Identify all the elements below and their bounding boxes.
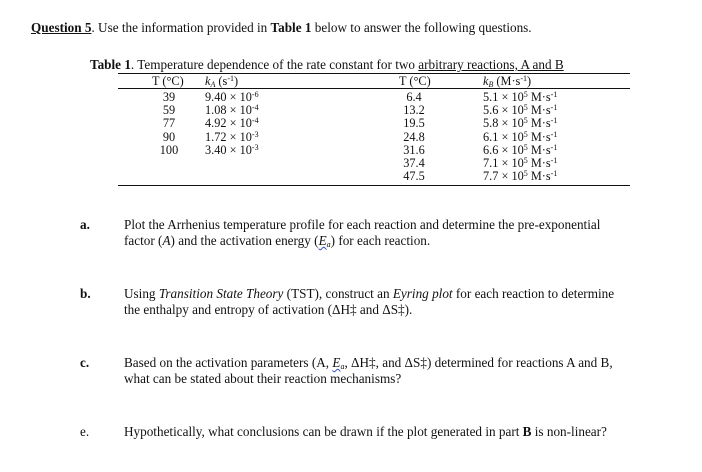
- header-rate-b-exp: -1: [520, 74, 528, 83]
- temp-a-value: 59: [162, 103, 176, 118]
- rate-a-exponent: -3: [251, 129, 259, 139]
- rate-b-unit-exponent: -1: [550, 129, 558, 139]
- rate-a-exponent: -6: [251, 90, 259, 99]
- term-eyring-plot: Eyring plot: [392, 286, 453, 301]
- question-a-marker: a.: [80, 217, 90, 232]
- header-rate-a: [205, 74, 238, 89]
- temp-b-value: 6.4: [406, 90, 422, 104]
- header-rate-b: [483, 74, 531, 89]
- header-rate-a-sub: A: [210, 80, 216, 89]
- rate-b-unit-exponent: -1: [550, 103, 558, 113]
- question-e-line-1: [124, 424, 684, 440]
- temp-a-value: 100: [159, 142, 179, 157]
- question-b-line-1-post: for each reaction to determine: [452, 286, 615, 301]
- temp-a-value: 90: [162, 129, 176, 144]
- rate-b-unit-exponent: -1: [550, 90, 558, 99]
- temp-b-cell: [397, 170, 431, 183]
- rate-b-unit: M·s: [527, 155, 551, 170]
- rate-b-unit: M·s: [527, 129, 551, 144]
- temp-b-value: 24.8: [403, 129, 425, 144]
- rate-b-exponent: 5: [523, 142, 528, 152]
- header-rate-a-exp: -1: [227, 74, 234, 83]
- table-top-rule: [118, 73, 630, 74]
- rate-b-exponent: 5: [523, 169, 528, 179]
- rate-b-mantissa: 6.1 × 10: [483, 129, 524, 144]
- rate-b-unit-exponent: -1: [550, 155, 558, 165]
- rate-b-cell: [483, 170, 557, 183]
- symbol-ea-c-sub: a: [340, 362, 345, 371]
- rate-b-unit: M·s: [527, 103, 551, 118]
- column-temp-b: [397, 91, 431, 183]
- rate-a-exponent: -4: [251, 103, 259, 113]
- temp-b-value: 19.5: [403, 116, 425, 131]
- question-c-line-1-post: , ΔH‡, and ΔS‡) determined for reactions A and B,: [344, 355, 613, 370]
- rate-b-unit: M·s: [527, 90, 551, 104]
- temp-b-value: 47.5: [403, 169, 425, 184]
- question-e-line-1-post: is non-linear?: [531, 424, 607, 439]
- question-c-text: [124, 355, 684, 387]
- rate-a-mantissa: 1.08 × 10: [205, 103, 252, 118]
- question-c-marker: c.: [80, 355, 90, 370]
- rate-a-mantissa: 3.40 × 10: [205, 142, 252, 157]
- question-a-line-1: Plot the Arrhenius temperature profile for each reaction and determine the pre-exponential: [124, 217, 601, 232]
- rate-b-mantissa: 5.6 × 10: [483, 103, 524, 118]
- header-rate-a-unit: (s: [215, 74, 228, 88]
- question-b-line-1-pre: Using: [124, 286, 159, 301]
- rate-b-exponent: 5: [523, 116, 528, 126]
- part-reference: B: [522, 424, 532, 439]
- rate-b-exponent: 5: [523, 90, 528, 99]
- rate-b-exponent: 5: [523, 129, 528, 139]
- rate-b-unit: M·s: [527, 142, 551, 157]
- temp-a-cell: [152, 144, 186, 157]
- rate-b-unit-exponent: -1: [550, 169, 558, 179]
- column-temp-a: [152, 91, 186, 157]
- symbol-ea-c: [332, 355, 344, 370]
- column-rate-a: [205, 91, 259, 157]
- question-label: Question 5: [31, 20, 92, 35]
- question-c-line-1: [124, 355, 684, 371]
- table-header-rule: [118, 88, 630, 89]
- rate-b-unit-exponent: -1: [550, 142, 558, 152]
- rate-b-exponent: 5: [523, 103, 528, 113]
- question-e-marker: e.: [80, 424, 90, 439]
- temp-a-value: 77: [162, 116, 176, 131]
- question-b-marker: b.: [80, 286, 91, 301]
- question-e-text: [124, 424, 684, 440]
- temp-b-value: 13.2: [403, 103, 425, 118]
- question-c-line-2: what can be stated about their reaction mechanisms?: [124, 371, 402, 386]
- question-a-line-2-pre: factor (: [124, 233, 163, 248]
- symbol-ea-c-letter: E: [332, 355, 341, 370]
- rate-b-mantissa: 5.1 × 10: [483, 90, 524, 104]
- question-a-text: [124, 217, 684, 249]
- temp-a-value: 39: [162, 90, 176, 104]
- header-rate-b-unit: (M·s: [493, 74, 521, 88]
- rate-b-exponent: 5: [523, 155, 528, 165]
- table-caption-text: . Temperature dependence of the rate constant for two: [130, 57, 419, 72]
- rate-b-mantissa: 6.6 × 10: [483, 142, 524, 157]
- question-b-text: [124, 286, 684, 318]
- table-caption: [90, 57, 564, 73]
- rate-b-unit: M·s: [527, 169, 551, 184]
- rate-a-exponent: -3: [251, 142, 259, 152]
- question-b-line-1-mid: (TST), construct an: [283, 286, 393, 301]
- table-reference: Table 1: [270, 20, 312, 35]
- temp-b-value: 37.4: [403, 155, 425, 170]
- symbol-a: A: [162, 233, 171, 248]
- question-a-line-2-post: ) for each reaction.: [330, 233, 431, 248]
- rate-b-mantissa: 7.1 × 10: [483, 155, 524, 170]
- symbol-ea-sub: a: [326, 240, 331, 249]
- rate-a-mantissa: 4.92 × 10: [205, 116, 252, 131]
- question-b-line-2: the enthalpy and entropy of activation (ΔH‡ and ΔS‡).: [124, 302, 413, 317]
- symbol-ea-letter: E: [318, 233, 327, 248]
- header-rate-b-close: ): [527, 74, 532, 88]
- column-rate-b: [483, 91, 557, 183]
- symbol-ea: [319, 233, 331, 248]
- heading-text: . Use the information provided in: [91, 20, 271, 35]
- rate-b-mantissa: 7.7 × 10: [483, 169, 524, 184]
- rate-a-mantissa: 1.72 × 10: [205, 129, 252, 144]
- question-e-line-1-pre: Hypothetically, what conclusions can be drawn if the plot generated in part: [124, 424, 523, 439]
- header-rate-b-symbol: k: [483, 74, 489, 88]
- rate-b-mantissa: 5.8 × 10: [483, 116, 524, 131]
- rate-b-unit: M·s: [527, 116, 551, 131]
- temp-b-value: 31.6: [403, 142, 425, 157]
- table-bottom-rule: [118, 185, 630, 186]
- header-temp-a: T (°C): [152, 74, 184, 88]
- question-heading: [31, 20, 532, 36]
- heading-text-rest: below to answer the following questions.: [311, 20, 532, 35]
- rate-a-cell: [205, 144, 259, 157]
- question-a-line-2-mid: ) and the activation energy (: [170, 233, 319, 248]
- table-caption-underlined: arbitrary reactions, A and B: [418, 57, 564, 72]
- header-temp-b: T (°C): [399, 74, 431, 88]
- header-rate-a-close: ): [234, 74, 239, 88]
- header-rate-a-symbol: k: [205, 74, 211, 88]
- table-caption-label: Table 1: [90, 57, 131, 72]
- rate-a-exponent: -4: [251, 116, 259, 126]
- rate-b-unit-exponent: -1: [550, 116, 558, 126]
- rate-a-mantissa: 9.40 × 10: [205, 90, 252, 104]
- header-rate-b-sub: B: [488, 80, 494, 89]
- question-a-line-2: [124, 233, 684, 249]
- term-tst: Transition State Theory: [158, 286, 284, 301]
- question-b-line-1: [124, 286, 684, 302]
- question-c-line-1-pre: Based on the activation parameters (A,: [124, 355, 333, 370]
